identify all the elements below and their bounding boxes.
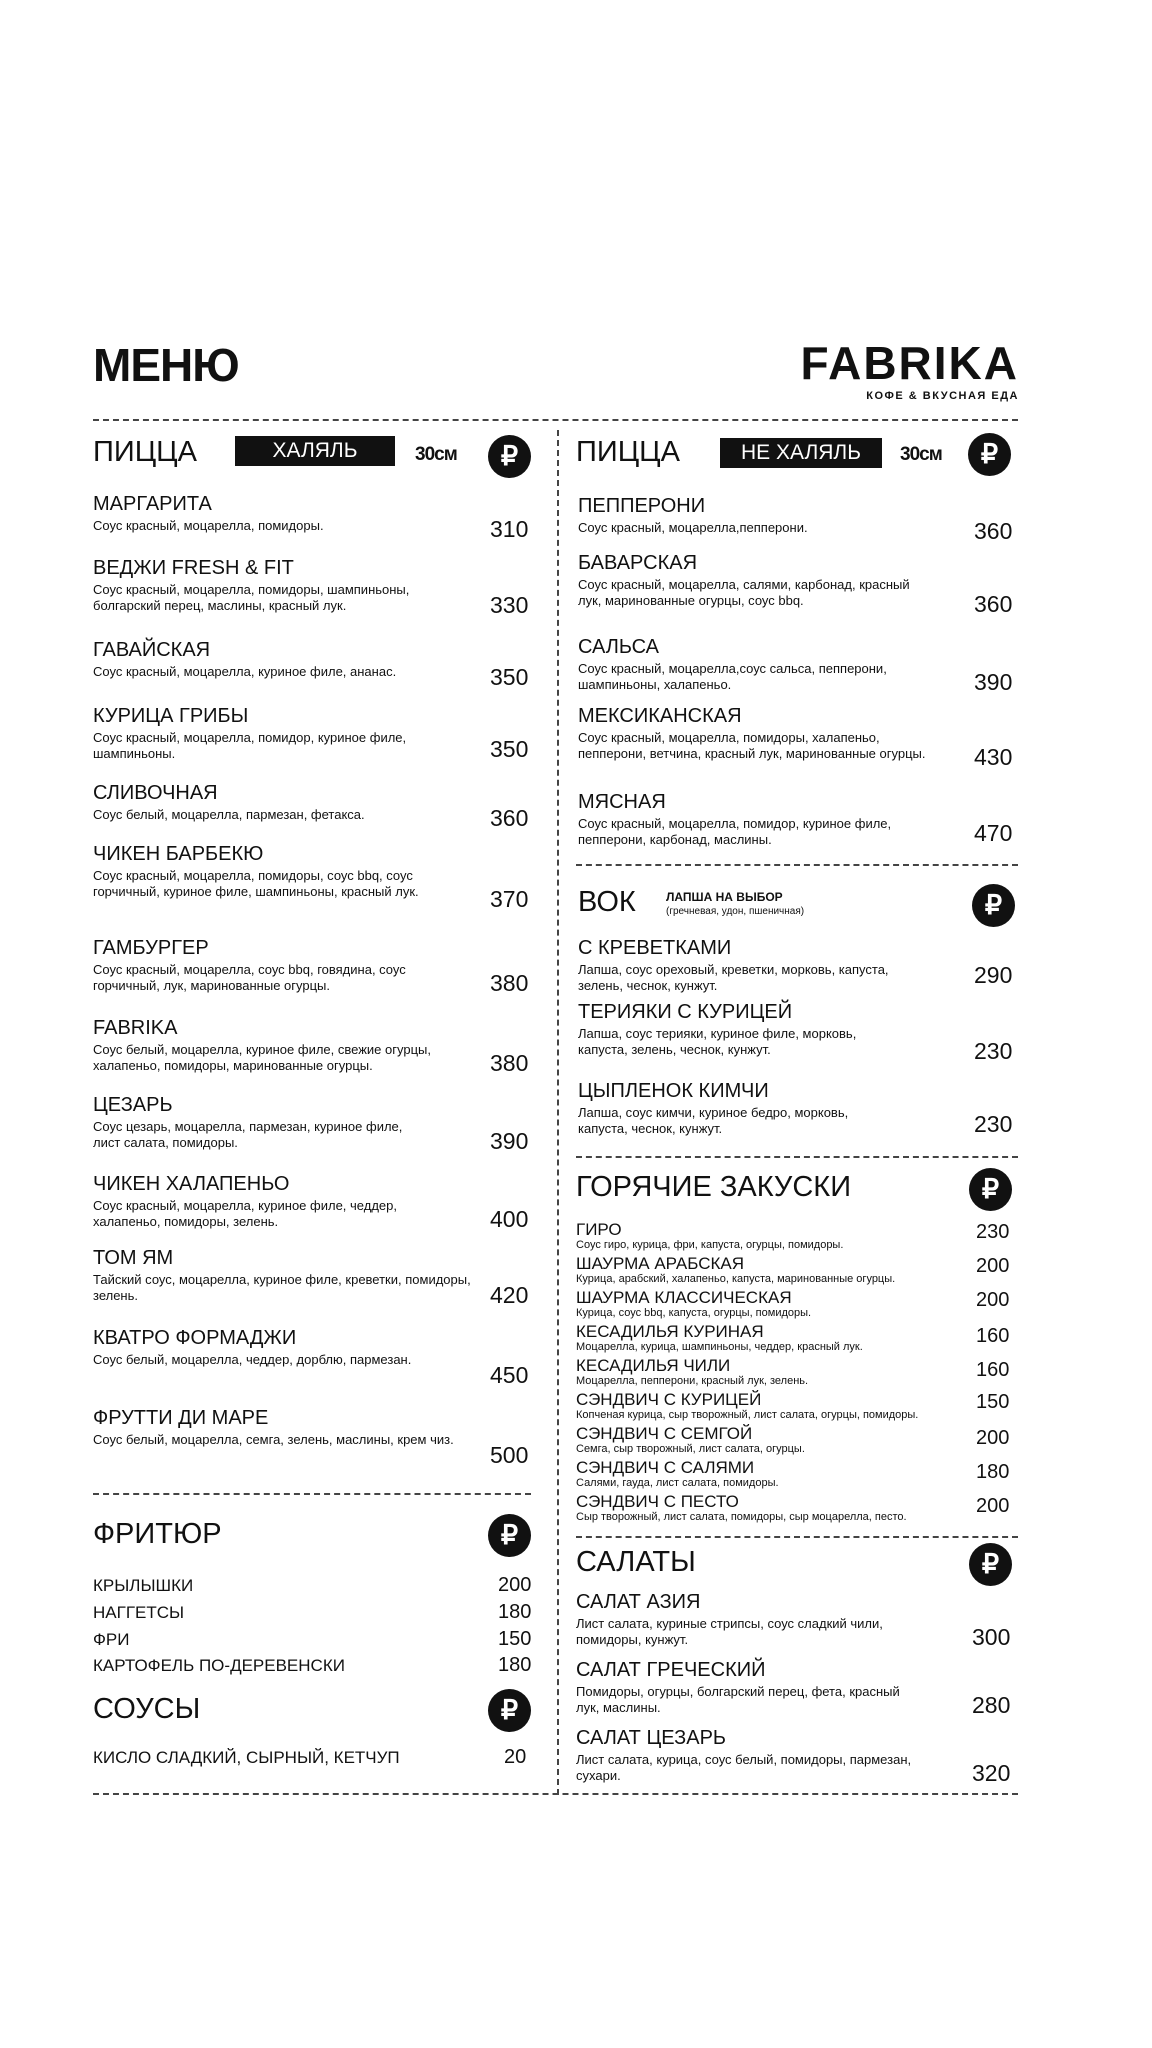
item-name: ТЕРИЯКИ С КУРИЦЕЙ: [578, 1001, 793, 1023]
item-description: Соус красный, моцарелла, помидоры, соус bbq, соус горчичный, куриное филе, шампиньоны, красный лук.: [93, 868, 419, 899]
item-description: Копченая курица, сыр творожный, лист салата, огурцы, помидоры.: [576, 1409, 919, 1421]
divider-bottom: [93, 1793, 1018, 1795]
item-description: Соус красный, моцарелла, куриное филе, чеддер, халапеньо, помидоры, зелень.: [93, 1198, 397, 1229]
brand-tagline: КОФЕ & ВКУСНАЯ ЕДА: [866, 390, 1019, 402]
menu-item: [576, 1658, 1018, 1716]
item-price: 160: [976, 1359, 1010, 1381]
item-price: 310: [490, 516, 529, 542]
item-price: 280: [972, 1692, 1011, 1718]
item-price: 500: [490, 1442, 529, 1468]
item-description: Лапша, соус терияки, куриное филе, морковь, капуста, зелень, чеснок, кунжут.: [578, 1026, 857, 1057]
item-name: ШАУРМА КЛАССИЧЕСКАЯ: [576, 1288, 792, 1307]
item-price: 390: [490, 1128, 529, 1154]
item-name: FABRIKA: [93, 1017, 178, 1039]
item-name: КУРИЦА ГРИБЫ: [93, 705, 249, 727]
menu-item: [93, 936, 533, 994]
item-description: Курица, соус bbq, капуста, огурцы, помидоры.: [576, 1307, 812, 1319]
item-price: 470: [974, 820, 1013, 846]
section-title-hot-snacks: ГОРЯЧИЕ ЗАКУСКИ: [576, 1171, 852, 1203]
menu-item: [93, 1406, 533, 1468]
item-price: 290: [974, 962, 1013, 988]
fryer-item-name: НАГГЕТСЫ: [93, 1603, 185, 1622]
item-description: Соус белый, моцарелла, чеддер, дорблю, пармезан.: [93, 1352, 412, 1367]
item-description: Лист салата, куриные стрипсы, соус сладкий чили, помидоры, кунжут.: [576, 1616, 883, 1647]
item-price: 400: [490, 1206, 529, 1232]
menu-item: [93, 1246, 533, 1308]
item-name: ШАУРМА АРАБСКАЯ: [576, 1254, 744, 1273]
item-price: 350: [490, 664, 529, 690]
ruble-icon: ₽: [488, 1689, 531, 1732]
item-name: МЯСНАЯ: [578, 791, 666, 813]
item-name: С КРЕВЕТКАМИ: [578, 937, 732, 959]
item-description: Тайский соус, моцарелла, куриное филе, креветки, помидоры, зелень.: [93, 1272, 471, 1303]
menu-item: [578, 704, 1018, 770]
item-name: САЛАТ ЦЕЗАРЬ: [576, 1727, 727, 1749]
ruble-icon: ₽: [969, 1168, 1012, 1211]
menu-item: [576, 1425, 1018, 1456]
item-name: ЦЕЗАРЬ: [93, 1094, 173, 1116]
item-description: Соус красный, моцарелла, помидор, куриное филе, шампиньоны.: [93, 730, 407, 761]
item-description: Моцарелла, курица, шампиньоны, чеддер, красный лук.: [576, 1341, 863, 1353]
item-price: 200: [976, 1289, 1010, 1311]
menu-item: [578, 790, 1018, 848]
brand-logo: [800, 337, 1019, 402]
size-label-nonhalal: 30см: [900, 444, 942, 465]
menu-item: [578, 635, 1018, 693]
item-description: Моцарелла, пепперони, красный лук, зелень.: [576, 1375, 809, 1387]
item-description: Соус красный, моцарелла,соус сальса, пепперони, шампиньоны, халапеньо.: [578, 661, 887, 692]
fryer-item-price: 180: [498, 1601, 532, 1623]
item-description: Соус белый, моцарелла, семга, зелень, маслины, крем чиз.: [93, 1432, 454, 1447]
section-title-pizza-halal: ПИЦЦА: [93, 436, 197, 468]
item-price: 230: [974, 1038, 1013, 1064]
item-price: 330: [490, 592, 529, 618]
item-description: Соус красный, моцарелла, салями, карбонад, красный лук, маринованные огурцы, соус bbq.: [578, 577, 910, 608]
tag-halal: ХАЛЯЛЬ: [235, 436, 395, 466]
menu-item: [576, 1221, 1018, 1252]
section-title-fryer: ФРИТЮР: [93, 1518, 222, 1550]
item-name: КВАТРО ФОРМАДЖИ: [93, 1327, 297, 1349]
item-price: 230: [974, 1111, 1013, 1137]
item-description: Помидоры, огурцы, болгарский перец, фета, красный лук, маслины.: [576, 1684, 900, 1715]
item-price: 150: [976, 1391, 1010, 1413]
item-description: Соус гиро, курица, фри, капуста, огурцы, помидоры.: [576, 1239, 844, 1251]
item-price: 200: [976, 1495, 1010, 1517]
wok-noodle-options: (гречневая, удон, пшеничная): [666, 906, 805, 917]
divider-right-pizza-end: [576, 864, 1018, 866]
item-description: Сыр творожный, лист салата, помидоры, сыр моцарелла, песто.: [576, 1511, 907, 1523]
menu-item: [93, 781, 533, 831]
item-description: Соус белый, моцарелла, куриное филе, свежие огурцы, халапеньо, помидоры, маринованные огурцы.: [93, 1042, 431, 1073]
item-price: 300: [972, 1624, 1011, 1650]
item-name: ФРУТТИ ДИ МАРЕ: [93, 1407, 269, 1429]
item-description: Соус красный, моцарелла, помидоры, халапеньо, пепперони, ветчина, красный лук, маринованные огурцы.: [578, 730, 926, 761]
item-name: СЛИВОЧНАЯ: [93, 782, 218, 804]
item-name: ЦЫПЛЕНОК КИМЧИ: [578, 1080, 769, 1102]
page-title: МЕНЮ: [93, 339, 239, 391]
item-description: Соус красный, моцарелла, помидор, куриное филе, пепперони, карбонад, маслины.: [578, 816, 892, 847]
menu-item: [576, 1255, 1018, 1286]
item-description: Соус красный, моцарелла,пепперони.: [578, 520, 808, 535]
item-description: Соус белый, моцарелла, пармезан, фетакса.: [93, 807, 365, 822]
item-price: 430: [974, 744, 1013, 770]
item-price: 450: [490, 1362, 529, 1388]
item-name: ГИРО: [576, 1220, 622, 1239]
item-name: СЭНДВИЧ С ПЕСТО: [576, 1492, 739, 1511]
menu-item: [576, 1391, 1018, 1422]
item-description: Соус красный, моцарелла, помидоры.: [93, 518, 324, 533]
ruble-icon: ₽: [488, 435, 531, 478]
fryer-item-price: 150: [498, 1628, 532, 1650]
item-description: Соус цезарь, моцарелла, пармезан, куриное филе, лист салата, помидоры.: [93, 1119, 403, 1150]
item-description: Салями, гауда, лист салата, помидоры.: [576, 1477, 779, 1489]
menu-item: [576, 1357, 1018, 1388]
section-title-salads: САЛАТЫ: [576, 1546, 696, 1578]
section-title-pizza-nonhalal: ПИЦЦА: [576, 436, 680, 468]
divider-snacks-end: [576, 1536, 1018, 1538]
brand-name: FABRIKA: [800, 337, 1019, 389]
menu-item: [93, 1016, 533, 1074]
item-price: 350: [490, 736, 529, 762]
item-price: 230: [976, 1221, 1010, 1243]
fryer-item-name: ФРИ: [93, 1630, 130, 1649]
divider-center: [557, 430, 559, 1795]
item-price: 360: [974, 591, 1013, 617]
ruble-icon: ₽: [968, 433, 1011, 476]
menu-item: [93, 638, 533, 690]
section-title-wok: ВОК: [578, 886, 636, 918]
item-name: КЕСАДИЛЬЯ ЧИЛИ: [576, 1356, 731, 1375]
item-description: Соус красный, моцарелла, соус bbq, говядина, соус горчичный, лук, маринованные огурцы.: [93, 962, 406, 993]
sauce-item-price: 20: [504, 1746, 527, 1768]
item-price: 360: [490, 805, 529, 831]
ruble-icon: ₽: [488, 1514, 531, 1557]
item-name: СЭНДВИЧ С САЛЯМИ: [576, 1458, 755, 1477]
menu-item: [578, 936, 1018, 994]
item-name: ЧИКЕН БАРБЕКЮ: [93, 843, 264, 865]
item-description: Лист салата, курица, соус белый, помидоры, пармезан, сухари.: [576, 1752, 912, 1783]
menu-item: [578, 1000, 1018, 1064]
menu-item: [576, 1590, 1018, 1648]
item-price: 180: [976, 1461, 1010, 1483]
menu-item: [93, 842, 533, 912]
item-description: Соус красный, моцарелла, куриное филе, ананас.: [93, 664, 397, 679]
item-name: СЭНДВИЧ С КУРИЦЕЙ: [576, 1390, 762, 1409]
item-name: КЕСАДИЛЬЯ КУРИНАЯ: [576, 1322, 764, 1341]
item-name: БАВАРСКАЯ: [578, 552, 698, 574]
menu-item: [93, 556, 533, 618]
item-price: 200: [976, 1255, 1010, 1277]
item-price: 320: [972, 1760, 1011, 1786]
fryer-item-name: КРЫЛЫШКИ: [93, 1576, 194, 1595]
item-name: ТОМ ЯМ: [93, 1247, 174, 1269]
menu-item: [93, 1093, 533, 1154]
menu-item: [93, 1326, 533, 1388]
item-price: 370: [490, 886, 529, 912]
item-name: ГАМБУРГЕР: [93, 937, 209, 959]
item-description: Курица, арабский, халапеньо, капуста, маринованные огурцы.: [576, 1273, 896, 1285]
menu-item: [578, 494, 1018, 544]
item-name: ВЕДЖИ FRESH & FIT: [93, 557, 294, 579]
item-description: Лапша, соус кимчи, куриное бедро, морковь, капуста, чеснок, кунжут.: [578, 1105, 849, 1136]
menu-item: [576, 1493, 1018, 1524]
sauce-item-name: КИСЛО СЛАДКИЙ, СЫРНЫЙ, КЕТЧУП: [93, 1748, 400, 1767]
divider-wok-end: [576, 1156, 1018, 1158]
item-name: ПЕППЕРОНИ: [578, 495, 706, 517]
item-name: МЕКСИКАНСКАЯ: [578, 705, 742, 727]
item-name: ЧИКЕН ХАЛАПЕНЬО: [93, 1173, 290, 1195]
item-name: СЭНДВИЧ С СЕМГОЙ: [576, 1424, 753, 1443]
menu-item: [576, 1726, 1018, 1784]
size-label-halal: 30см: [415, 444, 457, 465]
item-price: 360: [974, 518, 1013, 544]
menu-item: [93, 492, 533, 542]
fryer-item-price: 180: [498, 1654, 532, 1676]
item-name: МАРГАРИТА: [93, 493, 212, 515]
menu-item: [576, 1289, 1018, 1320]
item-price: 380: [490, 1050, 529, 1076]
ruble-icon: ₽: [972, 884, 1015, 927]
menu-item: [578, 1079, 1018, 1137]
menu-item: [93, 704, 533, 762]
item-price: 380: [490, 970, 529, 996]
fryer-item-name: КАРТОФЕЛЬ ПО-ДЕРЕВЕНСКИ: [93, 1656, 345, 1675]
item-price: 390: [974, 669, 1013, 695]
menu-item: [93, 1172, 533, 1230]
divider-top: [93, 419, 1018, 421]
item-name: САЛАТ ГРЕЧЕСКИЙ: [576, 1659, 766, 1681]
item-name: САЛАТ АЗИЯ: [576, 1591, 701, 1613]
tag-nonhalal: НЕ ХАЛЯЛЬ: [720, 438, 882, 468]
menu-item: [576, 1459, 1018, 1490]
section-title-sauces: СОУСЫ: [93, 1693, 201, 1725]
item-price: 200: [976, 1427, 1010, 1449]
menu-item: [578, 551, 1018, 617]
menu-item: [576, 1323, 1018, 1354]
item-name: САЛЬСА: [578, 636, 659, 658]
item-price: 420: [490, 1282, 529, 1308]
item-description: Лапша, соус ореховый, креветки, морковь, капуста, зелень, чеснок, кунжут.: [578, 962, 889, 993]
item-price: 160: [976, 1325, 1010, 1347]
wok-subtitle: ЛАПША НА ВЫБОР: [666, 890, 783, 904]
fryer-item-price: 200: [498, 1574, 532, 1596]
item-description: Соус красный, моцарелла, помидоры, шампиньоны, болгарский перец, маслины, красный лук.: [93, 582, 410, 613]
ruble-icon: ₽: [969, 1543, 1012, 1586]
divider-left-pizza-end: [93, 1493, 531, 1495]
item-description: Семга, сыр творожный, лист салата, огурцы.: [576, 1443, 805, 1455]
item-name: ГАВАЙСКАЯ: [93, 639, 211, 661]
